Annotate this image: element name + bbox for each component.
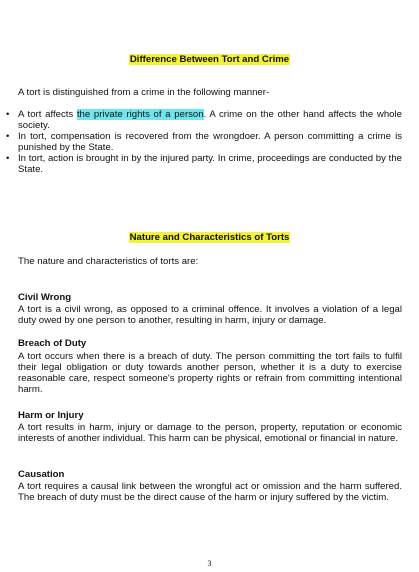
highlighted-text: the private rights of a person (76, 109, 204, 120)
paragraph-breach-of-duty: A tort occurs when there is a breach of duty. The person committing the tort fails to fulfil their legal obligation or duty towards another person, whether it is a duty to exercise reasonable care, respect someone's property rights or refrain from committing intentional harm. (18, 351, 402, 395)
section-title-text: Nature and Characteristics of Torts (129, 232, 290, 243)
bullet-text: In tort, compensation is recovered from the wrongdoer. A person committing a crime is punished by the State. (18, 131, 402, 153)
bullet-item (0, 109, 402, 131)
bullet-text-pre: A tort affects (18, 109, 77, 120)
bullet-icon: • (6, 153, 10, 164)
bullet-text-post: . A crime on the other hand affects the whole society. (18, 109, 402, 131)
difference-bullet-list (0, 109, 419, 175)
paragraph-causation: A tort requires a causal link between the wrongful act or omission and the harm suffered. The breach of duty must be the direct cause of the harm or injury suffered by the victim. (18, 481, 402, 503)
subheading-causation: Causation (18, 469, 65, 480)
paragraph-civil-wrong: A tort is a civil wrong, as opposed to a criminal offence. It involves a violation of a legal duty owed by one person to another, resulting in harm, injury or damage. (18, 304, 402, 326)
bullet-item (0, 131, 402, 153)
subheading-civil-wrong: Civil Wrong (18, 292, 72, 303)
subheading-breach-of-duty: Breach of Duty (18, 338, 87, 349)
bullet-text: In tort, action is brought in by the injured party. In crime, proceedings are conducted by the State. (18, 153, 402, 175)
bullet-item (0, 153, 402, 175)
section-intro: The nature and characteristics of torts are: (18, 256, 199, 267)
bullet-icon: • (6, 131, 10, 142)
section-title-tort-vs-crime (0, 54, 419, 65)
paragraph-harm-or-injury: A tort results in harm, injury or damage to the person, property, reputation or economic interests of another individual. This harm can be physical, emotional or financial in nature. (18, 422, 402, 444)
section-title-text: Difference Between Tort and Crime (129, 54, 290, 65)
section-intro: A tort is distinguished from a crime in the following manner- (18, 87, 270, 98)
page-number: 3 (207, 559, 212, 568)
section-title-nature (0, 232, 419, 243)
bullet-icon: • (6, 109, 10, 120)
subheading-harm-or-injury: Harm or Injury (18, 410, 84, 421)
